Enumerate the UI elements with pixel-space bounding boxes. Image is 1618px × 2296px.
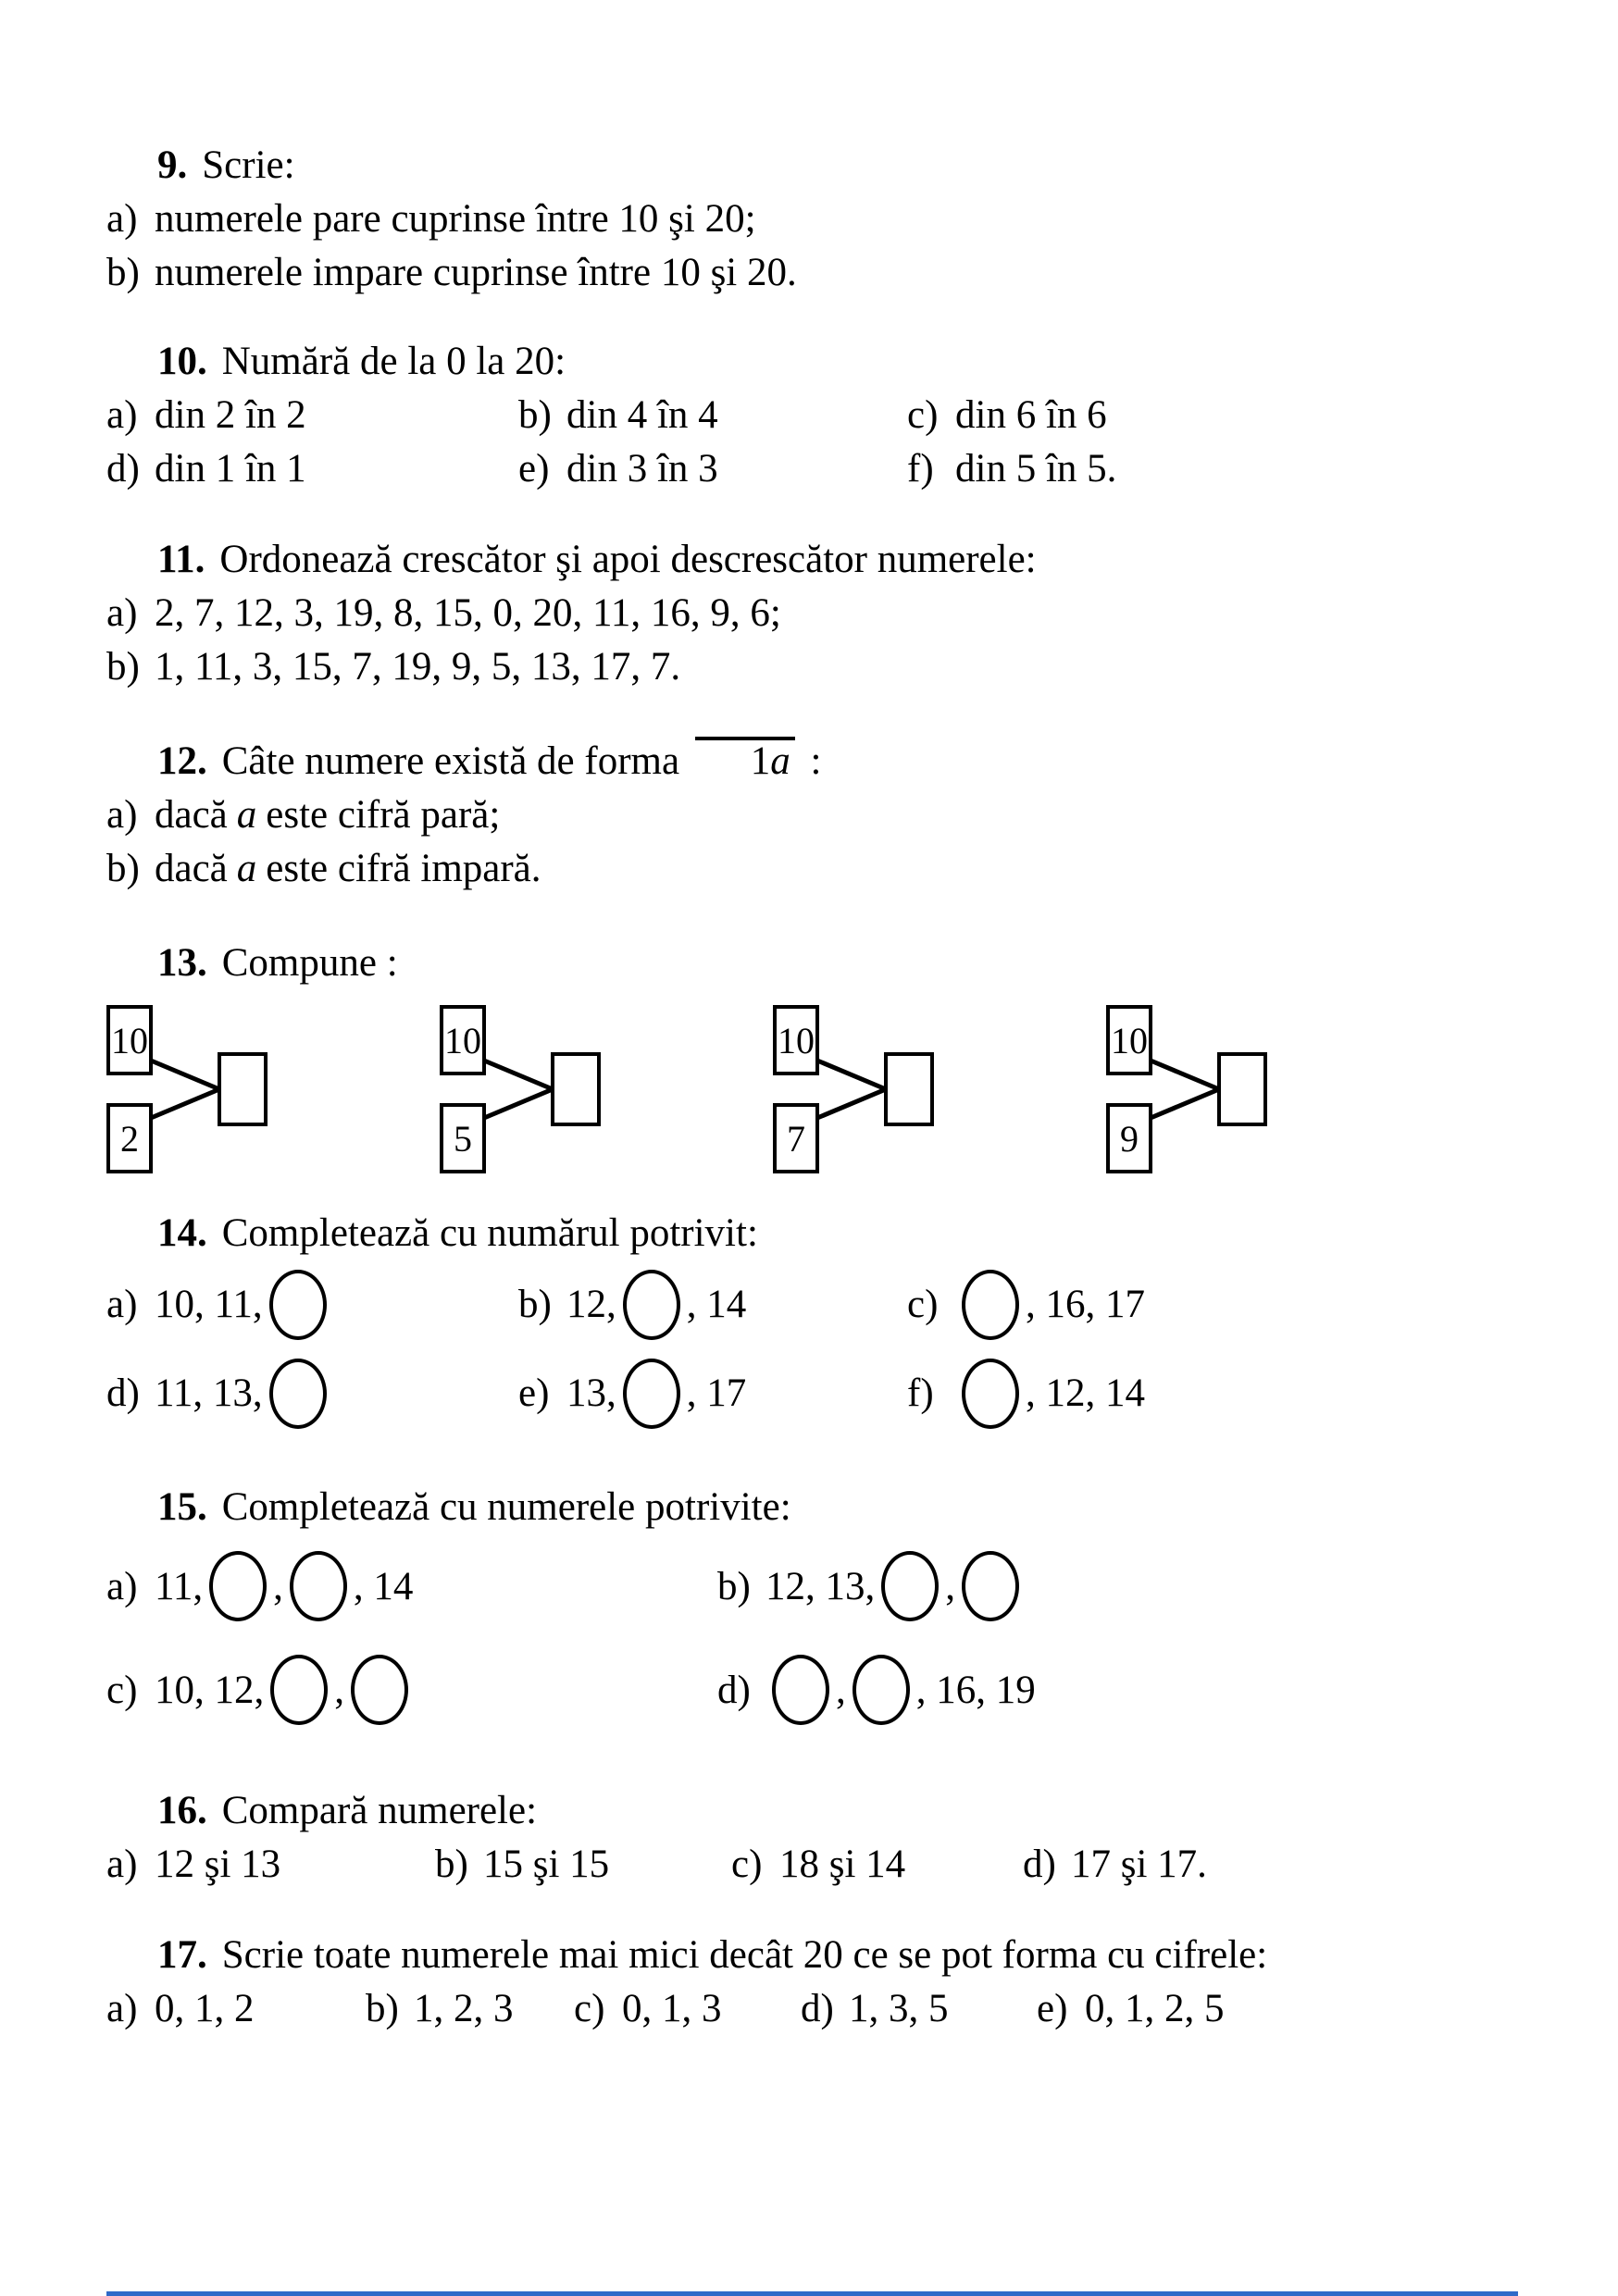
- exercise-10-number: 10.: [157, 340, 207, 383]
- exercise-12-number: 12.: [157, 739, 207, 783]
- ex17-item-d: [801, 1982, 1037, 2036]
- sequence-before: 10, 12,: [155, 1668, 265, 1712]
- compose-group-2: [440, 1005, 602, 1173]
- sequence-mid: ,: [836, 1668, 846, 1712]
- exercise-11-number: 11.: [157, 538, 205, 581]
- item-label: b): [518, 393, 552, 437]
- exercise-17: [106, 1929, 1562, 2036]
- item-label: b): [366, 1987, 399, 2030]
- answer-circle: [270, 1655, 328, 1725]
- ex16-item-c: [731, 1838, 1023, 1892]
- answer-circle: [351, 1655, 408, 1725]
- item-text: 1, 3, 5: [849, 1987, 949, 2030]
- answer-box: [884, 1052, 934, 1126]
- item-text: 2, 7, 12, 3, 19, 8, 15, 0, 20, 11, 16, 9, 6;: [155, 591, 781, 635]
- exercise-13: [106, 937, 1562, 1173]
- ex12-item-a: [106, 788, 1562, 842]
- exercise-12: [106, 735, 1562, 896]
- ex10-item-e: [518, 442, 907, 496]
- item-label: c): [731, 1843, 763, 1886]
- answer-circle: [290, 1551, 347, 1621]
- item-label: b): [106, 645, 140, 689]
- sequence-mid: ,: [945, 1564, 955, 1608]
- answer-circle: [881, 1551, 939, 1621]
- ex11-item-b: [106, 640, 1562, 694]
- sequence-mid: ,: [334, 1668, 344, 1712]
- exercise-13-title: Compune :: [221, 941, 398, 985]
- item-text: 0, 1, 2: [155, 1987, 255, 2030]
- item-text: numerele pare cuprinse între 10 şi 20;: [155, 197, 756, 241]
- ex15-item-b: [717, 1534, 1562, 1638]
- item-text: 0, 1, 3: [622, 1987, 722, 2030]
- addend-box: 10: [440, 1005, 486, 1075]
- ex14-items-grid: [106, 1260, 1562, 1438]
- item-label: e): [518, 447, 550, 490]
- exercise-17-number: 17.: [157, 1933, 207, 1977]
- ex14-item-c: [907, 1260, 1562, 1349]
- ex11-item-a: [106, 587, 1562, 640]
- item-label: c): [907, 393, 939, 437]
- exercise-14: [106, 1207, 1562, 1438]
- item-label: c): [574, 1987, 605, 2030]
- sequence-after: , 16, 19: [915, 1668, 1036, 1712]
- exercise-14-heading: [106, 1207, 1562, 1260]
- item-label: d): [106, 447, 140, 490]
- answer-circle: [209, 1551, 267, 1621]
- item-text: 17 şi 17.: [1071, 1843, 1207, 1886]
- ex15-item-d: [717, 1638, 1562, 1742]
- item-label: a): [106, 393, 138, 437]
- item-text: din 1 în 1: [155, 447, 306, 490]
- sequence-before: 12,: [566, 1283, 616, 1326]
- item-text: 1, 2, 3: [414, 1987, 514, 2030]
- item-label: e): [518, 1371, 550, 1415]
- item-label: b): [106, 251, 140, 294]
- exercise-11-heading: [106, 533, 1562, 587]
- exercise-14-title: Completează cu numărul potrivit:: [221, 1211, 758, 1255]
- item-label: a): [106, 1564, 138, 1608]
- item-text-pre: dacă: [155, 847, 228, 890]
- compose-diagram-row: [106, 1005, 1268, 1173]
- item-text: numerele impare cuprinse între 10 şi 20.: [155, 251, 797, 294]
- answer-circle: [853, 1655, 910, 1725]
- item-text-pre: dacă: [155, 793, 228, 837]
- ex16-item-d: [1023, 1838, 1562, 1892]
- item-text: 18 şi 14: [779, 1843, 906, 1886]
- item-label: d): [1023, 1843, 1056, 1886]
- sequence-mid: ,: [273, 1564, 283, 1608]
- sequence-before: 12, 13,: [765, 1564, 876, 1608]
- item-label: a): [106, 1283, 138, 1326]
- notation-letter: a: [770, 739, 790, 783]
- item-label: a): [106, 591, 138, 635]
- exercise-9-title: Scrie:: [202, 143, 295, 187]
- answer-circle: [962, 1359, 1019, 1429]
- addend-box: 7: [773, 1103, 819, 1173]
- item-text: din 2 în 2: [155, 393, 306, 437]
- exercise-17-heading: [106, 1929, 1562, 1982]
- item-text: 1, 11, 3, 15, 7, 19, 9, 5, 13, 17, 7.: [155, 645, 681, 689]
- exercise-15-heading: [106, 1481, 1562, 1534]
- item-label: e): [1037, 1987, 1068, 2030]
- sequence-after: , 17: [686, 1371, 747, 1415]
- addend-box: 10: [1106, 1005, 1152, 1075]
- item-text: din 3 în 3: [566, 447, 718, 490]
- exercise-9-number: 9.: [157, 143, 188, 187]
- sequence-after: , 16, 17: [1026, 1283, 1145, 1326]
- item-label: b): [435, 1843, 468, 1886]
- answer-circle: [623, 1359, 680, 1429]
- item-label: f): [907, 447, 934, 490]
- exercise-15: [106, 1481, 1562, 1742]
- exercise-13-heading: [106, 937, 1562, 990]
- sequence-before: 11,: [155, 1564, 204, 1608]
- exercise-15-title: Completează cu numerele potrivite:: [221, 1485, 791, 1529]
- ex17-item-b: [366, 1982, 574, 2036]
- ex14-item-b: [518, 1260, 907, 1349]
- ex14-item-d: [106, 1349, 518, 1438]
- ex10-item-c: [907, 389, 1562, 442]
- exercise-16-number: 16.: [157, 1789, 207, 1832]
- ex16-item-b: [435, 1838, 731, 1892]
- exercise-13-number: 13.: [157, 941, 207, 985]
- addend-box: 9: [1106, 1103, 1152, 1173]
- ex10-item-d: [106, 442, 518, 496]
- compose-group-3: [773, 1005, 935, 1173]
- item-label: d): [801, 1987, 834, 2030]
- exercise-12-colon: :: [810, 739, 822, 783]
- answer-circle: [269, 1270, 327, 1340]
- exercise-9: [106, 139, 1562, 300]
- answer-box: [1217, 1052, 1267, 1126]
- ex10-item-a: [106, 389, 518, 442]
- item-label: d): [106, 1371, 140, 1415]
- item-text: 0, 1, 2, 5: [1085, 1987, 1225, 2030]
- exercise-12-heading: [106, 735, 1562, 788]
- answer-box: [551, 1052, 601, 1126]
- item-label: f): [907, 1371, 934, 1415]
- exercise-16-title: Compară numerele:: [221, 1789, 538, 1832]
- exercise-15-number: 15.: [157, 1485, 207, 1529]
- ex10-item-f: [907, 442, 1562, 496]
- exercise-10: [106, 335, 1562, 496]
- item-label: a): [106, 1843, 138, 1886]
- answer-circle: [623, 1270, 680, 1340]
- ex17-item-c: [574, 1982, 801, 2036]
- ex16-item-a: [106, 1838, 435, 1892]
- exercise-16: [106, 1784, 1562, 1892]
- item-label: d): [717, 1668, 751, 1712]
- item-variable: a: [236, 793, 257, 837]
- ex16-items-grid: [106, 1838, 1562, 1892]
- compose-group-1: [106, 1005, 268, 1173]
- exercise-17-title: Scrie toate numerele mai mici decât 20 ce se pot forma cu cifrele:: [221, 1933, 1268, 1977]
- ex17-items-grid: [106, 1982, 1562, 2036]
- sequence-after: , 14: [353, 1564, 414, 1608]
- exercise-10-title: Numără de la 0 la 20:: [221, 340, 566, 383]
- exercise-9-heading: [106, 139, 1562, 192]
- item-label: a): [106, 793, 138, 837]
- sequence-before: 13,: [566, 1371, 616, 1415]
- ex15-item-c: [106, 1638, 717, 1742]
- ex14-item-a: [106, 1260, 518, 1349]
- exercise-10-heading: [106, 335, 1562, 389]
- ex15-items-grid: [106, 1534, 1562, 1742]
- ex14-item-f: [907, 1349, 1562, 1438]
- item-text: 12 şi 13: [155, 1843, 281, 1886]
- item-variable: a: [236, 847, 257, 890]
- item-text-post: este cifră pară;: [266, 793, 501, 837]
- item-text: din 5 în 5.: [955, 447, 1117, 490]
- item-label: c): [106, 1668, 138, 1712]
- ex17-item-a: [106, 1982, 366, 2036]
- page-bottom-rule: [106, 2291, 1518, 2296]
- answer-circle: [269, 1359, 327, 1429]
- item-label: c): [907, 1283, 939, 1326]
- answer-circle: [772, 1655, 829, 1725]
- exercise-12-title: Câte numere există de forma: [221, 739, 680, 783]
- sequence-before: 10, 11,: [155, 1283, 263, 1326]
- addend-box: 5: [440, 1103, 486, 1173]
- addend-box: 10: [106, 1005, 153, 1075]
- ex14-item-e: [518, 1349, 907, 1438]
- item-label: a): [106, 1987, 138, 2030]
- answer-circle: [962, 1270, 1019, 1340]
- item-text-post: este cifră impară.: [266, 847, 541, 890]
- compose-group-4: [1106, 1005, 1268, 1173]
- ex10-items-grid: [106, 389, 1562, 496]
- overline-notation: [695, 737, 795, 781]
- ex12-item-b: [106, 842, 1562, 896]
- addend-box: 10: [773, 1005, 819, 1075]
- sequence-after: , 14: [686, 1283, 747, 1326]
- addend-box: 2: [106, 1103, 153, 1173]
- item-label: b): [106, 847, 140, 890]
- item-label: b): [518, 1283, 552, 1326]
- notation-digit: 1: [750, 739, 771, 783]
- item-text: din 4 în 4: [566, 393, 718, 437]
- sequence-after: , 12, 14: [1026, 1371, 1145, 1415]
- item-label: b): [717, 1564, 751, 1608]
- item-text: 15 şi 15: [483, 1843, 610, 1886]
- item-text: din 6 în 6: [955, 393, 1107, 437]
- answer-circle: [962, 1551, 1019, 1621]
- ex17-item-e: [1037, 1982, 1562, 2036]
- exercise-11-title: Ordonează crescător şi apoi descrescător numerele:: [219, 538, 1037, 581]
- ex9-item-a: [106, 192, 1562, 246]
- ex10-item-b: [518, 389, 907, 442]
- exercise-14-number: 14.: [157, 1211, 207, 1255]
- item-label: a): [106, 197, 138, 241]
- exercise-16-heading: [106, 1784, 1562, 1838]
- exercise-11: [106, 533, 1562, 694]
- sequence-before: 11, 13,: [155, 1371, 263, 1415]
- ex9-item-b: [106, 246, 1562, 300]
- ex15-item-a: [106, 1534, 717, 1638]
- answer-box: [218, 1052, 268, 1126]
